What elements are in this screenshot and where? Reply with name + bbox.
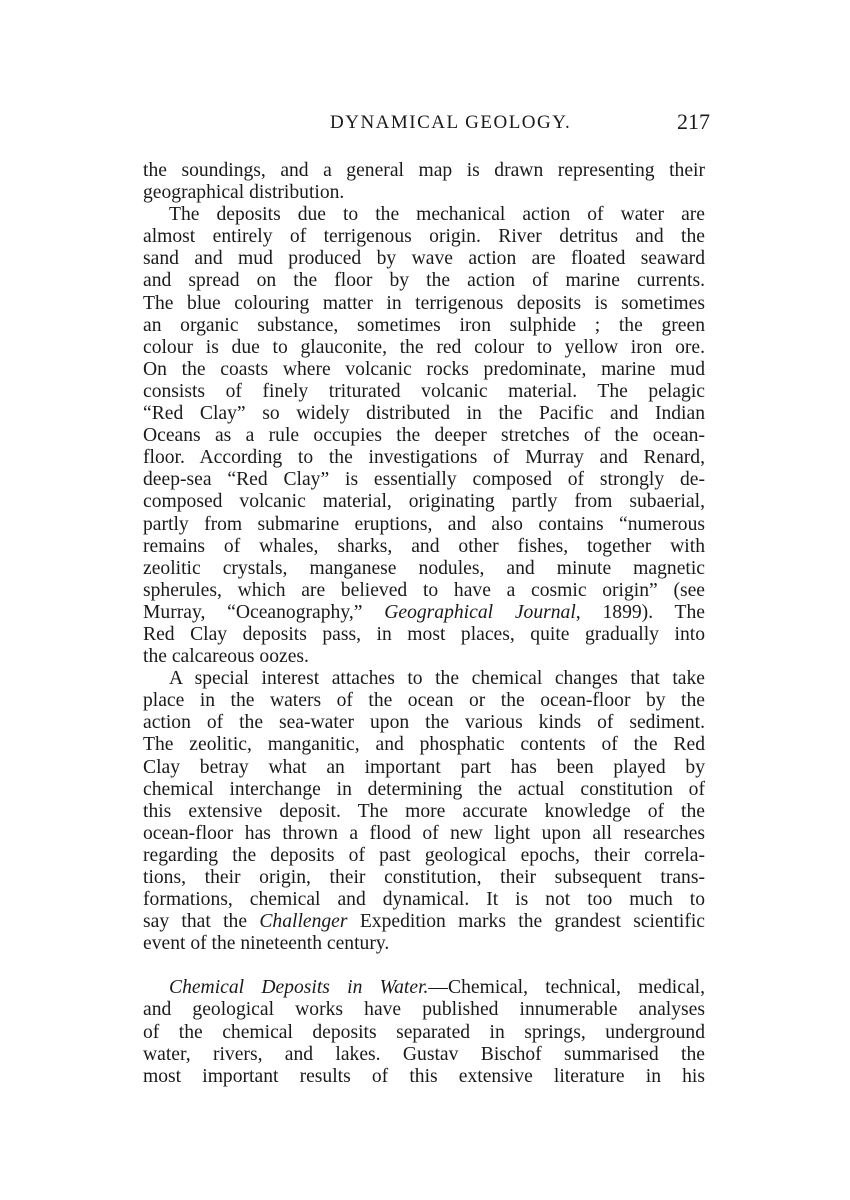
text-line: consists of finely triturated volcanic material. The pelagic [143, 380, 705, 402]
text-line: spherules, which are believed to have a cosmic origin” (see [143, 579, 705, 601]
text-line: deep-sea “Red Clay” is essentially composed of strongly de- [143, 469, 705, 491]
citation-line [143, 602, 705, 624]
text-line: formations, chemical and dynamical. It is not too much to [143, 889, 705, 911]
text-line: most important results of this extensive literature in his [143, 1065, 705, 1087]
text-line: Clay betray what an important part has been played by [143, 756, 705, 778]
text-line: regarding the deposits of past geological epochs, their correla- [143, 844, 705, 866]
challenger-line [143, 911, 705, 933]
text-line: floor. According to the investigations of Murray and Renard, [143, 447, 705, 469]
text-line: A special interest attaches to the chemical changes that take [169, 668, 705, 690]
running-title: DYNAMICAL GEOLOGY. [330, 112, 572, 133]
text-line: the soundings, and a general map is drawn representing their [143, 160, 705, 181]
text-line: sand and mud produced by wave action are floated seaward [143, 248, 705, 270]
text-line: and geological works have published innumerable analyses [143, 999, 705, 1021]
text-line: ocean-floor has thrown a flood of new light upon all researches [143, 822, 705, 844]
text-line: of the chemical deposits separated in springs, underground [143, 1021, 705, 1043]
paragraph-4 [143, 977, 705, 1087]
text-line: Oceans as a rule occupies the deeper stretches of the ocean- [143, 425, 705, 447]
citation-prefix: Murray, “Oceanography,” [143, 601, 385, 623]
text-line: event of the nineteenth century. [143, 933, 390, 955]
section-heading-line [143, 977, 705, 999]
text-line: tions, their origin, their constitution, their subsequent trans- [143, 867, 705, 888]
text-line: The blue colouring matter in terrigenous deposits is sometimes [143, 292, 705, 314]
text-line: this extensive deposit. The more accurate knowledge of the [143, 800, 705, 822]
text-line: an organic substance, sometimes iron sulphide ; the green [143, 314, 705, 336]
text-line: The zeolitic, manganitic, and phosphatic contents of the Red [143, 734, 705, 756]
line-prefix: say that the [143, 911, 260, 933]
text-line: geographical distribution. [143, 182, 345, 204]
text-line: Red Clay deposits pass, in most places, quite gradually into [143, 623, 705, 645]
citation-suffix: , 1899). The [575, 601, 705, 623]
text-line: place in the waters of the ocean or the ocean-floor by the [143, 690, 705, 712]
body-text [143, 160, 705, 1088]
page-number: 217 [677, 109, 710, 134]
text-line: chemical interchange in determining the actual constitution of [143, 778, 705, 800]
text-line: water, rivers, and lakes. Gustav Bischof summarised the [143, 1043, 705, 1065]
section-heading: Chemical Deposits in Water. [169, 977, 429, 999]
text-line: zeolitic crystals, manganese nodules, and minute magnetic [143, 557, 705, 579]
text-line: colour is due to glauconite, the red colour to yellow iron ore. [143, 336, 705, 358]
text-line: “Red Clay” so widely distributed in the Pacific and Indian [143, 403, 705, 425]
text-line: The deposits due to the mechanical action of water are [169, 204, 705, 226]
line-suffix: Expedition marks the grandest scientific [347, 911, 706, 933]
running-head [330, 104, 710, 144]
heading-continuation: —Chemical, technical, medical, [428, 977, 705, 999]
text-line: almost entirely of terrigenous origin. River detritus and the [143, 226, 705, 248]
text-line: the calcareous oozes. [143, 646, 309, 668]
paragraph-2 [143, 204, 705, 668]
text-line: partly from submarine eruptions, and also contains “numerous [143, 513, 705, 535]
text-line: On the coasts where volcanic rocks predominate, marine mud [143, 358, 705, 380]
text-line: action of the sea-water upon the various kinds of sediment. [143, 712, 705, 734]
section-gap [143, 955, 705, 977]
ship-name: Challenger [259, 911, 348, 933]
paragraph-1 [143, 160, 705, 204]
text-line: composed volcanic material, originating partly from subaerial, [143, 491, 705, 513]
paragraph-3 [143, 668, 705, 955]
text-line: and spread on the floor by the action of marine currents. [143, 270, 705, 292]
text-line: remains of whales, sharks, and other fishes, together with [143, 535, 705, 557]
journal-title: Geographical Journal [384, 601, 576, 623]
